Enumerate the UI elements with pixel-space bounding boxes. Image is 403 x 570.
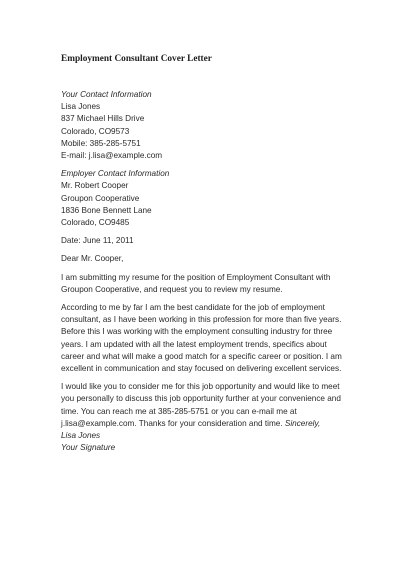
paragraph-text: j.lisa@example.com. Thanks for your consideration and time.	[61, 418, 283, 428]
sender-name: Lisa Jones	[61, 102, 101, 112]
employer-contact-heading: Employer Contact Information	[61, 169, 170, 179]
paragraph-2	[61, 302, 361, 375]
sender-street: 837 Michael Hills Drive	[61, 114, 145, 124]
employer-name: Mr. Robert Cooper	[61, 181, 129, 191]
signature-name: Lisa Jones	[61, 431, 101, 441]
sender-city: Colorado, CO9573	[61, 126, 130, 136]
paragraph-3	[61, 381, 361, 454]
paragraph-line: time. You can reach me at 385-285-5751 or you can e-mail me at	[61, 406, 297, 416]
paragraph-line: I would like you to consider me for this job opportunity and would like to meet	[61, 382, 340, 392]
paragraph-line: Before this I was working with the employment consulting industry for three	[61, 327, 333, 337]
document-title: Employment Consultant Cover Letter	[61, 54, 212, 64]
employer-street: 1836 Bone Bennett Lane	[61, 205, 152, 215]
sender-contact-heading: Your Contact Information	[61, 90, 152, 99]
employer-contact-block	[61, 168, 361, 229]
paragraph-line: career and what will make a good match for a specific career or position. I am	[61, 351, 342, 361]
paragraph-line: excellent in communication and stay focused on delivering excellent services.	[61, 364, 342, 374]
salutation: Dear Mr. Cooper,	[61, 254, 124, 264]
paragraph-line: Groupon Cooperative, and request you to review my resume.	[61, 284, 283, 294]
employer-city: Colorado, CO9485	[61, 218, 130, 228]
paragraph-line: consultant, as I have been working in this profession for more than five years.	[61, 315, 342, 325]
paragraph-1	[61, 272, 361, 296]
signature: Your Signature	[61, 443, 116, 453]
letter-date: Date: June 11, 2011	[61, 236, 134, 246]
paragraph-line: you personally to discuss this job opportunity further at your convenience and	[61, 394, 341, 404]
paragraph-line: I am submitting my resume for the position of Employment Consultant with	[61, 272, 331, 282]
letter-body	[61, 89, 361, 454]
paragraph-line: years. I am updated with all the latest employment trends, specifics about	[61, 339, 327, 349]
paragraph-line: According to me by far I am the best candidate for the job of employment	[61, 303, 325, 313]
employer-company: Groupon Cooperative	[61, 193, 140, 203]
sender-mobile: Mobile: 385-285-5751	[61, 138, 141, 148]
paragraph-last-line	[61, 418, 361, 430]
sender-contact-block	[61, 89, 361, 162]
closing: Sincerely,	[284, 418, 321, 428]
sender-email: E-mail: j.lisa@example.com	[61, 151, 163, 161]
